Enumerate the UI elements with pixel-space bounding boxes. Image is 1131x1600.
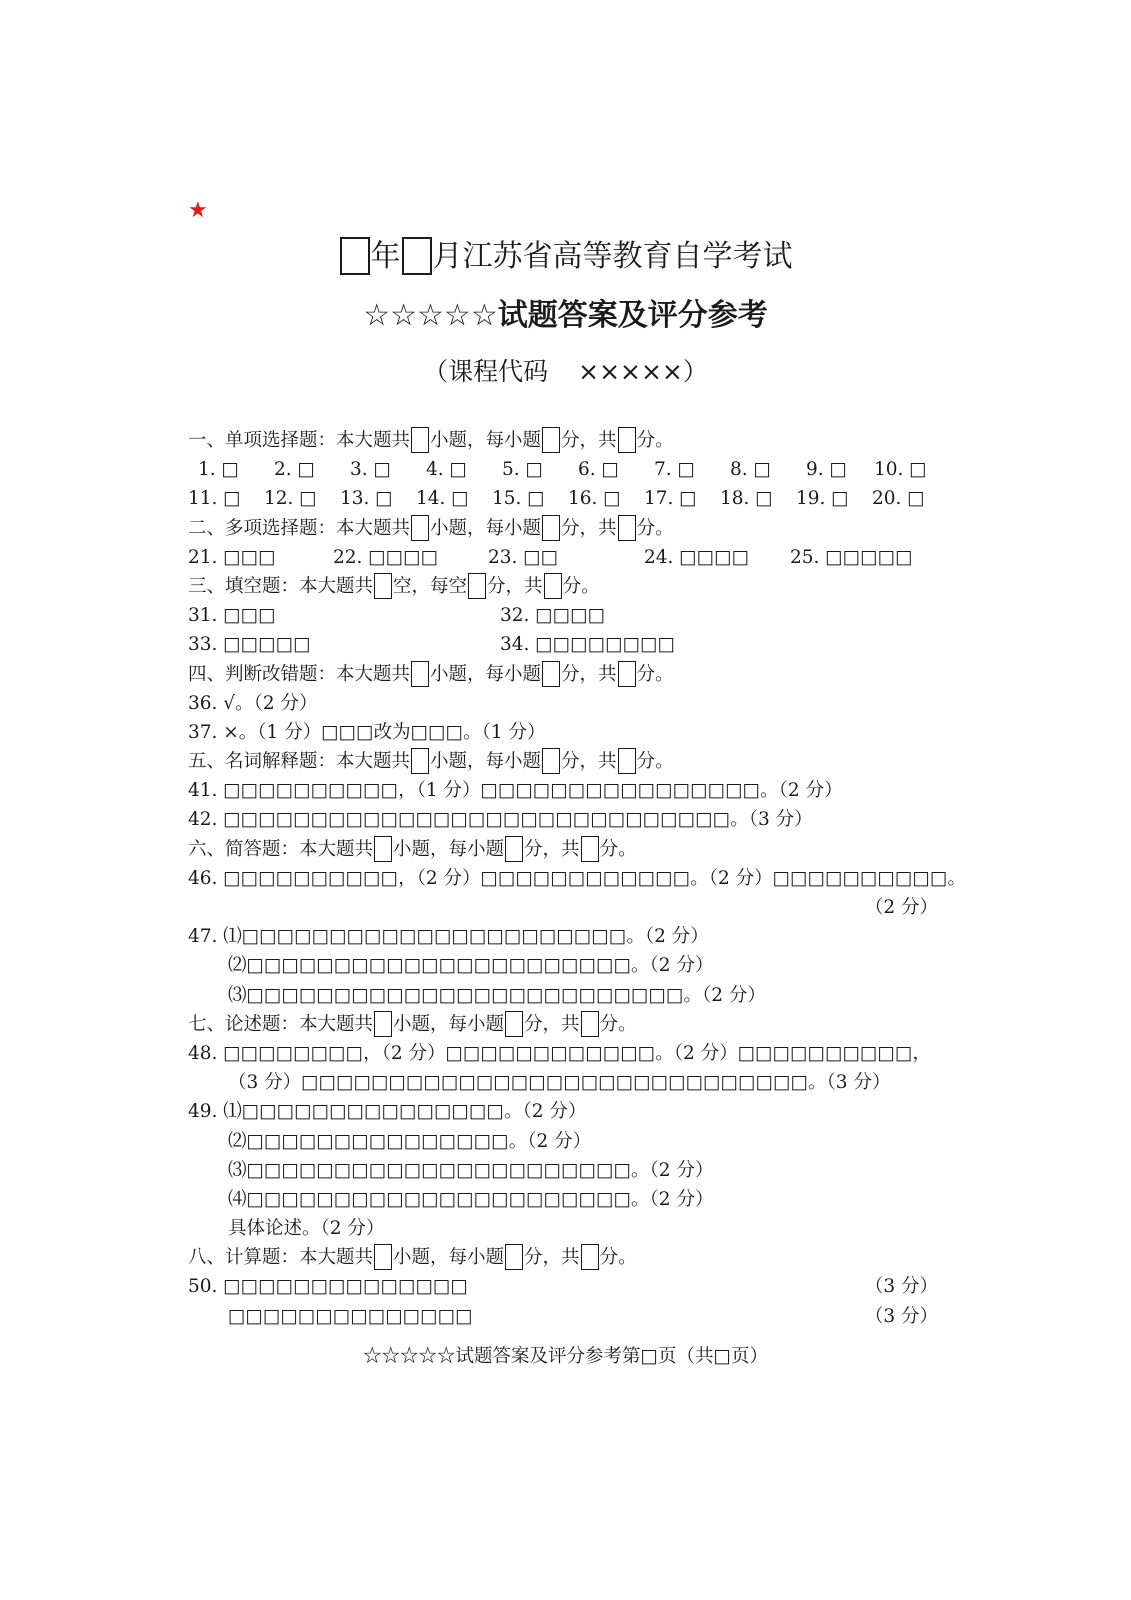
blank-box — [544, 573, 562, 599]
blank-box — [542, 515, 560, 541]
course-code-line: （课程代码 ×××××） — [423, 357, 708, 386]
blank-box — [618, 515, 636, 541]
blank-box — [542, 661, 560, 687]
blank-box — [618, 661, 636, 687]
section-heading: 三、填空题：本大题共 空，每空 分，共 分。 — [188, 572, 938, 601]
blank-box — [411, 427, 429, 453]
answer-line: 37. ×。（1 分）□□□改为□□□。（1 分） — [188, 721, 546, 743]
blank-box — [581, 836, 599, 862]
exam-subtitle: ☆☆☆☆☆试题答案及评分参考 — [363, 298, 768, 333]
answer-line: ⑵□□□□□□□□□□□□□□□□□□□□□□。（2 分） — [228, 955, 714, 977]
score-line: （2 分） — [864, 897, 938, 918]
answer-line: 具体论述。（2 分） — [228, 1218, 385, 1240]
section-heading: 一、单项选择题：本大题共 小题，每小题 分，共 分。 — [188, 426, 938, 455]
section-heading: 八、计算题：本大题共 小题，每小题 分，共 分。 — [188, 1243, 938, 1272]
exam-title: 年 月江苏省高等教育自学考试 — [0, 232, 1131, 282]
blank-box — [374, 573, 392, 599]
red-star-icon: ★ — [188, 198, 208, 223]
blank-box — [581, 1244, 599, 1270]
answer-line: ⑶□□□□□□□□□□□□□□□□□□□□□□□□□。（2 分） — [228, 984, 766, 1006]
answer-line: 36. √。（2 分） — [188, 692, 318, 714]
blank-box — [618, 427, 636, 453]
answer-line: ⑷□□□□□□□□□□□□□□□□□□□□□□。（2 分） — [228, 1188, 714, 1210]
answer-line: 49. ⑴□□□□□□□□□□□□□□□。（2 分） — [188, 1101, 587, 1123]
page-footer: ☆☆☆☆☆试题答案及评分参考第□页（共□页） — [363, 1346, 768, 1367]
section-heading: 六、简答题：本大题共 小题，每小题 分，共 分。 — [188, 835, 938, 864]
section-heading: 五、名词解释题：本大题共 小题，每小题 分，共 分。 — [188, 747, 938, 776]
section-heading: 七、论述题：本大题共 小题，每小题 分，共 分。 — [188, 1010, 938, 1039]
blank-box — [618, 748, 636, 774]
answer-line: （3 分）□□□□□□□□□□□□□□□□□□□□□□□□□□□□□。（3 分） — [228, 1072, 891, 1094]
section-heading: 二、多项选择题：本大题共 小题，每小题 分，共 分。 — [188, 514, 938, 543]
answer-line: ⑶□□□□□□□□□□□□□□□□□□□□□□。（2 分） — [228, 1159, 714, 1181]
blank-box — [374, 836, 392, 862]
year-blank — [340, 237, 370, 275]
blank-box — [505, 1011, 523, 1037]
section-heading: 四、判断改错题：本大题共 小题，每小题 分，共 分。 — [188, 660, 938, 689]
answer-line: 46. □□□□□□□□□□，（2 分）□□□□□□□□□□□□。（2 分）□□□□□□□□□□。 — [188, 867, 966, 889]
answer-line: 42. □□□□□□□□□□□□□□□□□□□□□□□□□□□□□。（3 分） — [188, 809, 813, 831]
fill-row: 31. □□□ 32. □□□□ — [188, 605, 606, 627]
choice-row: 21. □□□ 22. □□□□ 23. □□ 24. □□□□ 25. □□□□□ — [188, 546, 913, 568]
choice-row: 1. □ 2. □ 3. □ 4. □ 5. □ 6. □ 7. □ 8. □ 9. □ 10. □ — [198, 459, 927, 481]
blank-box — [581, 1011, 599, 1037]
answer-line: □□□□□□□□□□□□□□ （3 分） — [228, 1305, 938, 1327]
answer-line: 41. □□□□□□□□□□，（1 分）□□□□□□□□□□□□□□□□。（2 分） — [188, 780, 843, 802]
choice-row: 11. □ 12. □ 13. □ 14. □ 15. □ 16. □ 17. □ 18. □ 19. □ 20. □ — [188, 488, 925, 510]
blank-box — [468, 573, 486, 599]
blank-box — [542, 748, 560, 774]
blank-box — [505, 1244, 523, 1270]
answer-line: ⑵□□□□□□□□□□□□□□□。（2 分） — [228, 1130, 592, 1152]
blank-box — [411, 748, 429, 774]
blank-box — [411, 515, 429, 541]
answer-line: 50. □□□□□□□□□□□□□□ （3 分） — [188, 1276, 938, 1298]
answer-body — [188, 426, 966, 1331]
blank-box — [542, 427, 560, 453]
blank-box — [411, 661, 429, 687]
answer-line: 47. ⑴□□□□□□□□□□□□□□□□□□□□□□。（2 分） — [188, 926, 709, 948]
fill-row: 33. □□□□□ 34. □□□□□□□□ — [188, 634, 676, 656]
blank-box — [374, 1011, 392, 1037]
blank-box — [374, 1244, 392, 1270]
answer-line: 48. □□□□□□□□，（2 分）□□□□□□□□□□□□。（2 分）□□□□□□□□□□， — [188, 1042, 931, 1064]
month-blank — [402, 237, 432, 275]
blank-box — [505, 836, 523, 862]
